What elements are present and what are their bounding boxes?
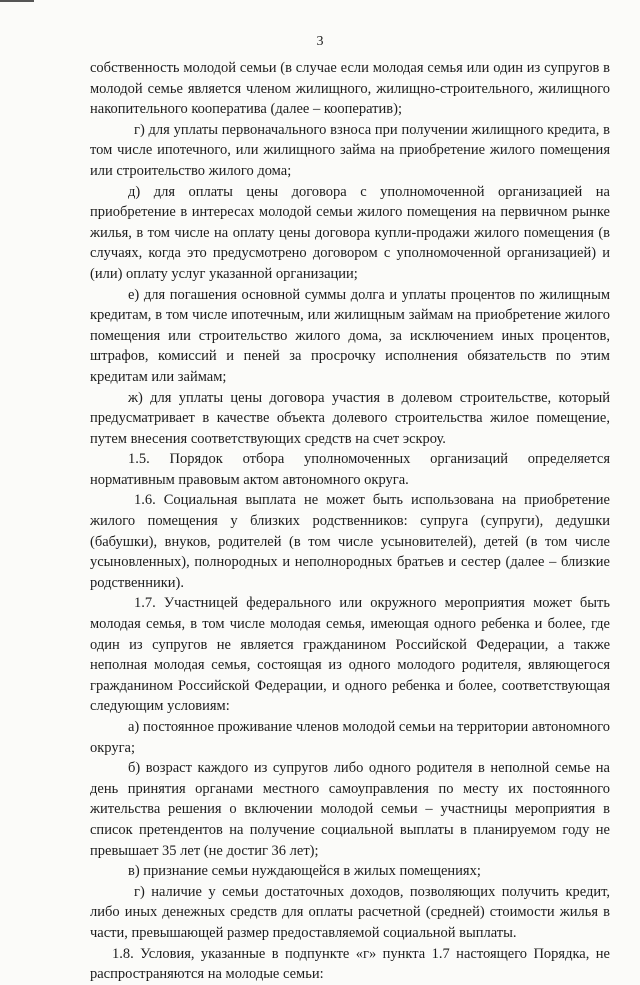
page-number: 3	[316, 34, 324, 49]
paragraph-item-g: г) для уплаты первоначального взноса при получении жилищного кредита, в том числе ипотечного, или жилищного займа на приобретение жилого помещения или строительство жилого дома;	[90, 121, 610, 179]
paragraph-continuation: собственность молодой семьи (в случае если молодая семья или один из супругов в молодой семье является членом жилищного, жилищно-строительного, жилищного накопительного кооператива (далее – кооператив);	[90, 60, 610, 118]
paragraph-condition-a: а) постоянное проживание членов молодой семьи на территории автономного округа;	[90, 719, 610, 756]
paragraph-condition-g: г) наличие у семьи достаточных доходов, позволяющих получить кредит, либо иных денежных средств для оплаты расчетной (средней) стоимости жилья в части, превышающей размер предоставляемой социальной выплаты.	[90, 883, 610, 941]
paragraph-1-7: 1.7. Участницей федерального или окружного мероприятия может быть молодая семья, в том числе молодая семья, имеющая одного ребенка и более, где один из супругов не является гражданином Российской Федерации, а также неполная молодая семья, состоящая из одного молодого родителя, являющегося гражданином Российской Федерации, и одного ребенка и более, соответствующая следующим условиям:	[90, 595, 610, 715]
document-body	[90, 58, 610, 985]
page-edge-mark	[0, 0, 34, 2]
paragraph-item-d: д) для оплаты цены договора с уполномоченной организацией на приобретение в интересах молодой семьи жилого помещения на первичном рынке жилья, в том числе на оплату цены договора купли-продажи жилого помещения (в случаях, когда это предусмотрено договором с уполномоченной организацией) и (или) оплату услуг указанной организации;	[90, 183, 610, 282]
paragraph-item-zh: ж) для уплаты цены договора участия в долевом строительстве, который предусматривает в качестве объекта долевого строительства жилое помещение, путем внесения соответствующих средств на счет эскроу.	[90, 389, 610, 447]
paragraph-condition-b: б) возраст каждого из супругов либо одного родителя в неполной семье на день принятия органами местного самоуправления по месту их постоянного жительства решения о включении молодой семьи – участницы мероприятия в список претендентов на получение социальной выплаты в планируемом году не превышает 35 лет (не достиг 36 лет);	[90, 760, 610, 859]
paragraph-1-8: 1.8. Условия, указанные в подпункте «г» пункта 1.7 настоящего Порядка, не распространяются на молодые семьи:	[90, 945, 610, 983]
paragraph-condition-v: в) признание семьи нуждающейся в жилых помещениях;	[128, 863, 481, 880]
paragraph-item-e: е) для погашения основной суммы долга и уплаты процентов по жилищным кредитам, в том числе ипотечным, или жилищным займам на приобретение жилого помещения или строительство жилого дома, за исключением иных процентов, штрафов, комиссий и пеней за просрочку исполнения обязательств по этим кредитам или займам;	[90, 286, 610, 385]
paragraph-1-6: 1.6. Социальная выплата не может быть использована на приобретение жилого помещения у близких родственников: супруга (супруги), дедушки (бабушки), внуков, родителей (в том числе усыновителей), детей (в том числе усыновленных), полнородных и неполнородных братьев и сестер (далее – близкие родственники).	[90, 492, 610, 591]
paragraph-1-5: 1.5. Порядок отбора уполномоченных организаций определяется нормативным правовым актом автономного округа.	[90, 451, 610, 488]
